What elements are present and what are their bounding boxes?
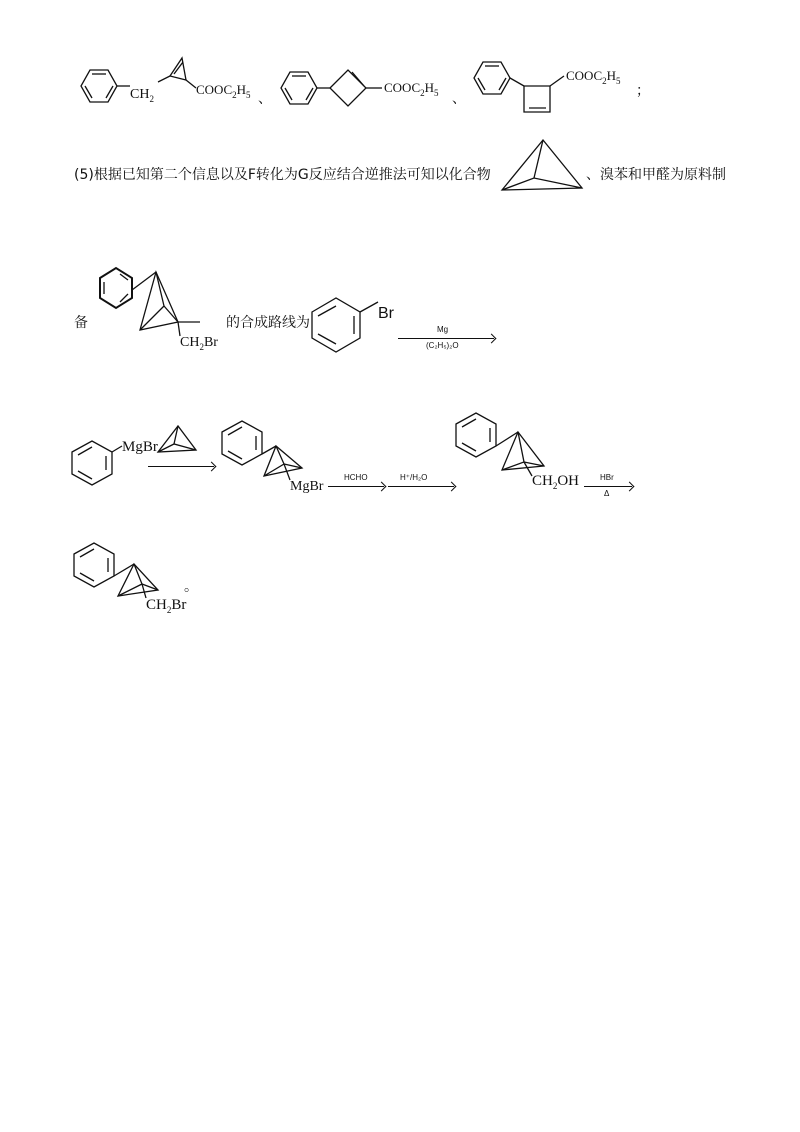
step1-reagent-top: Mg	[437, 325, 449, 334]
separator-2: 、	[452, 91, 466, 107]
bromobenzene-br: Br	[378, 305, 394, 322]
para5-text: (5)根据已知第二个信息以及F转化为G反应结合逆推法可知以化合物	[74, 167, 491, 183]
mol1-ester-label: $COOC_2H_5$	[196, 82, 251, 100]
final-ch2br-label: $CH_2Br$	[146, 597, 187, 615]
target-ch2br-label: $CH_2Br$	[180, 335, 218, 352]
step5-reagent-top: HBr	[600, 473, 614, 482]
separator-1: 、	[258, 91, 272, 107]
row1-end-punct: ；	[636, 83, 650, 99]
step5-reagent-bottom: Δ	[604, 489, 610, 498]
para5-line2-mid: 的合成路线为	[226, 315, 310, 331]
phenylmgbr-label: MgBr	[122, 439, 158, 455]
para5-tail: 、溴苯和甲醛为原料制	[586, 167, 726, 183]
grignard-product-mgbr: MgBr	[290, 479, 324, 494]
step4-reagent: H⁺/H₂O	[400, 473, 428, 482]
alcohol-label: $CH_2OH$	[532, 473, 580, 491]
step1-reagent-bottom: (C₂H₅)₂O	[426, 341, 459, 350]
mol3-ester-label: $COOC_2H_5$	[566, 68, 621, 86]
final-period: 。	[184, 579, 198, 595]
para5-line2-start: 备	[74, 315, 88, 331]
step3-reagent: HCHO	[344, 473, 368, 482]
mol1-ch2-label: $CH_2$	[130, 87, 154, 104]
mol2-ester-label: $COOC_2H_5$	[384, 80, 439, 98]
